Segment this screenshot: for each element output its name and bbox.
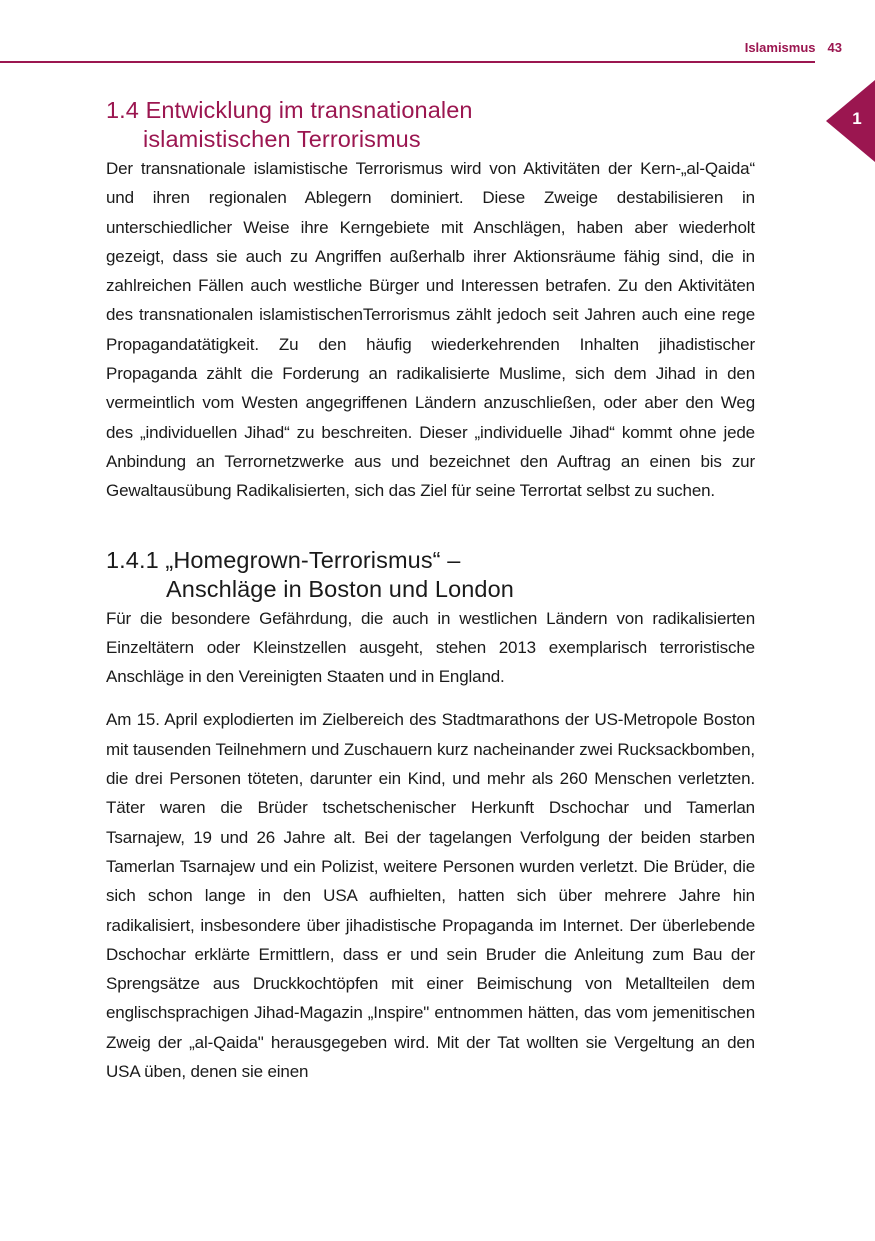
subsection-paragraph-1: Für die besondere Gefährdung, die auch in westlichen Ländern von radikalisierten Einzeltätern oder Kleinstzellen ausgeht, stehen 2013 exemplarisch terroristische Anschläge in den Vereinigten Staaten und in England.: [106, 608, 755, 687]
section-heading-line1: 1.4 Entwicklung im transnationalen: [106, 97, 473, 123]
subsection-paragraph-2: Am 15. April explodierten im Zielbereich des Stadtmarathons der US-Metropole Boston mit tausenden Teilnehmern und Zuschauern kurz nacheinander zwei Rucksackbomben, die drei Personen töteten, darunter ein Kind, und mehr als 260 Menschen verletzten. Täter waren die Brüder tschetschenischer Herkunft Dschochar und Tamerlan Tsarnajew, 19 und 26 Jahre alt. Bei der tagelangen Verfolgung der beiden starben Tamerlan Tsarnajew und ein Polizist, weitere Personen wurden verletzt. Die Brüder, die sich schon lange in den USA aufhielten, hatten sich über mehrere Jahre hin radikalisiert, insbesondere über jihadistische Propaganda im Internet. Der überlebende Dschochar erklärte Ermittlern, dass er und sein Bruder die Anleitung zum Bau der Sprengsätze aus Druckkochtöpfen mit einer Beimischung von Metallteilen dem englischsprachigen Jihad-Magazin „Inspire" entnommen hätten, das vom jemenitischen Zweig der „al-Qaida" herausgegeben wird. Mit der Tat wollten sie Vergeltung an den USA üben, denen sie einen: [106, 710, 755, 1082]
section-heading-line2: islamistischen Terrorismus: [143, 126, 421, 152]
subsection-heading: [106, 546, 755, 604]
running-head-title: Islamismus: [744, 40, 816, 55]
page-number: 43: [827, 40, 842, 55]
header-rule: [0, 61, 815, 63]
section-paragraph: Der transnationale islamistische Terrorismus wird von Aktivitäten der Kern-„al-Qaida“ und ihren regionalen Ablegern dominiert. Diese Zweige destabilisieren in unterschiedlicher Weise ihre Kerngebiete mit Anschlägen, haben aber wiederholt gezeigt, dass sie auch zu Angriffen außerhalb ihrer Aktionsräume fähig sind, die in zahlreichen Fällen auch westliche Bürger und Interessen betrafen. Zu den Aktivitäten des transnationalen islamistischenTerrorismus zählt jedoch seit Jahren auch eine rege Propagandatätigkeit. Zu den häufig wiederkehrenden Inhalten jihadistischer Propaganda zählt die Forderung an radikalisierte Muslime, sich dem Jihad in den vermeintlich vom Westen angegriffenen Ländern anzuschließen, oder aber den Weg des „individuellen Jihad“ zu beschreiten. Dieser „individuelle Jihad“ kommt ohne jede Anbindung an Terrornetzwerke aus und bezeichnet den Auftrag an einen bis zur Gewaltausübung Radikalisierten, sich das Ziel für seine Terrortat selbst zu suchen.: [106, 159, 755, 501]
subsection-heading-line1: 1.4.1 „Homegrown-Terrorismus“ –: [106, 546, 461, 573]
section-heading: [106, 96, 755, 154]
subsection-heading-line2: Anschläge in Boston und London: [166, 575, 514, 602]
chapter-number: 1: [852, 109, 862, 128]
running-head: [745, 40, 842, 55]
page-body: [106, 96, 755, 1086]
